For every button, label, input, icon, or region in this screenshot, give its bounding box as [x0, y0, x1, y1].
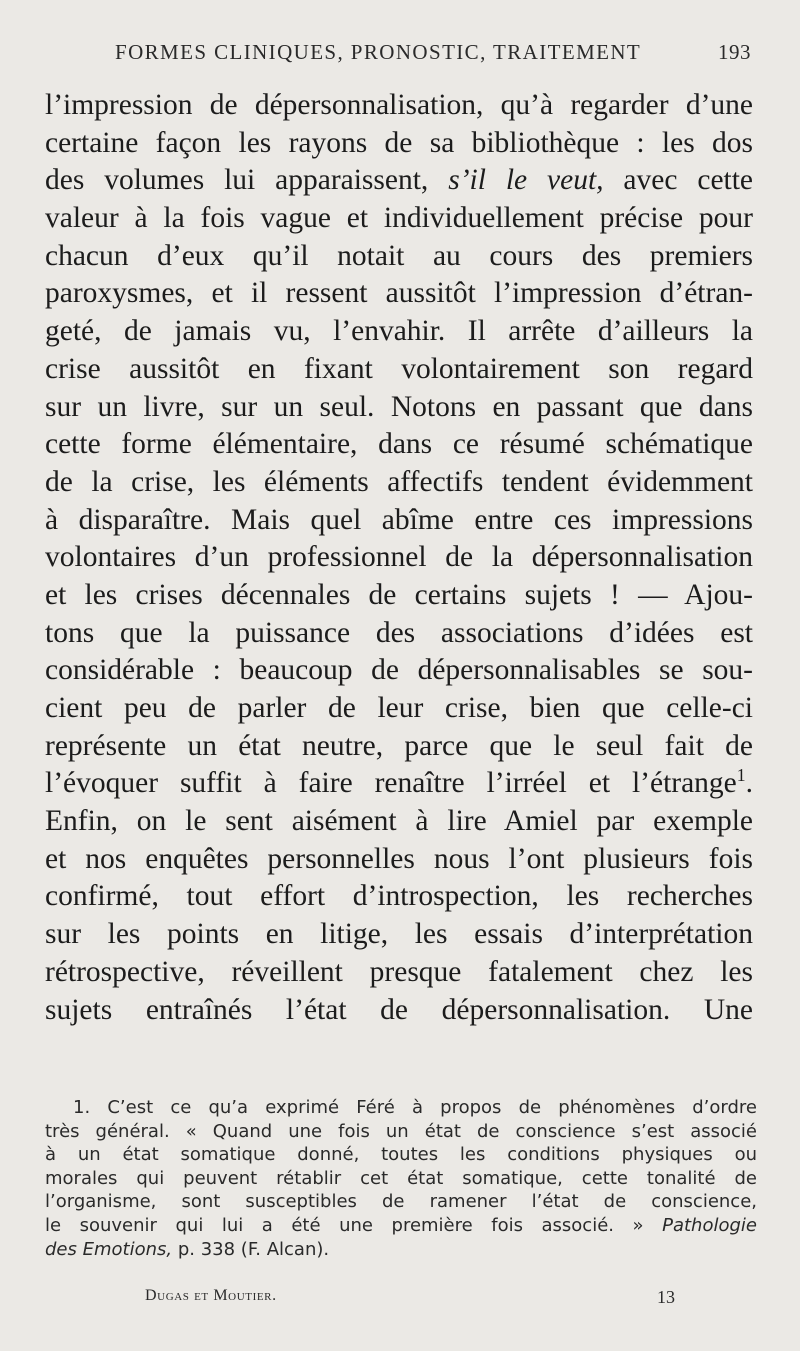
- page-footer: [145, 1287, 675, 1313]
- body-line: considérable : beaucoup de dépersonnalisables se sou-: [45, 654, 753, 687]
- body-line: [45, 765, 753, 803]
- running-title: FORMES CLINIQUES, PRONOSTIC, TRAITEMENT: [115, 40, 642, 64]
- printer-signature: Dugas et Moutier.: [145, 1287, 277, 1304]
- body-line: et les crises décennales de certains sujets ! — Ajou-: [45, 578, 753, 611]
- sheet-number: 13: [657, 1287, 675, 1307]
- footnote-line-text: p. 338 (F. Alcan).: [177, 1238, 330, 1260]
- body-line: confirmé, tout effort d’introspection, les recherches: [45, 880, 753, 913]
- footnote-marker: 1: [736, 765, 746, 786]
- body-line: crise aussitôt en fixant volontairement son regard: [45, 352, 753, 385]
- body-line: l’impression de dépersonnalisation, qu’à regarder d’une: [45, 89, 753, 121]
- body-line-text: des volumes lui apparaissent,: [45, 164, 429, 197]
- body-text: [45, 87, 753, 1029]
- body-line-text: .: [745, 767, 753, 800]
- book-title: des Emotions,: [45, 1238, 173, 1260]
- body-line: sur les points en litige, les essais d’interprétation: [45, 918, 753, 951]
- footnote-line: l’organisme, sont susceptibles de ramener l’état de conscience,: [45, 1191, 757, 1213]
- footnote-line: morales qui peuvent rétablir cet état somatique, cette tonalité de: [45, 1167, 757, 1189]
- body-line: geté, de jamais vu, l’envahir. Il arrête d’ailleurs la: [45, 315, 753, 348]
- italic-phrase: s’il le veut,: [448, 164, 604, 197]
- page-number: 193: [718, 40, 751, 64]
- footnote-line: 1. C’est ce qu’a exprimé Féré à propos de phénomènes d’ordre: [73, 1097, 757, 1118]
- footnote: [45, 1096, 757, 1261]
- body-line: à disparaître. Mais quel abîme entre ces impressions: [45, 503, 753, 536]
- footnote-line-text: le souvenir qui lui a été une première fois associé. »: [45, 1214, 644, 1236]
- running-head: [115, 40, 755, 70]
- body-line: tons que la puissance des associations d’idées est: [45, 616, 753, 649]
- body-line-text: l’évoquer suffit à faire renaître l’irréel et l’étrange: [45, 767, 737, 800]
- footnote-line: très général. « Quand une fois un état de conscience s’est associé: [45, 1120, 757, 1142]
- body-line: [45, 162, 753, 200]
- body-line: Enfin, on le sent aisément à lire Amiel par exemple: [45, 805, 753, 838]
- body-line: valeur à la fois vague et individuellement précise pour: [45, 202, 753, 235]
- body-line: cette forme élémentaire, dans ce résumé schématique: [45, 428, 753, 461]
- body-line: sujets entraînés l’état de dépersonnalisation. Une: [45, 993, 753, 1026]
- body-line: sur un livre, sur un seul. Notons en passant que dans: [45, 390, 753, 423]
- footnote-line: à un état somatique donné, toutes les conditions physiques ou: [45, 1144, 757, 1166]
- body-line: chacun d’eux qu’il notait au cours des premiers: [45, 239, 753, 272]
- footnote-line: [45, 1214, 757, 1238]
- body-line: de la crise, les éléments affectifs tendent évidemment: [45, 465, 753, 498]
- body-line: cient peu de parler de leur crise, bien que celle-ci: [45, 692, 753, 724]
- body-line: volontaires d’un professionnel de la dépersonnalisation: [45, 541, 753, 574]
- body-line: représente un état neutre, parce que le seul fait de: [45, 729, 753, 762]
- body-line: certaine façon les rayons de sa bibliothèque : les dos: [45, 126, 753, 159]
- body-line: rétrospective, réveillent presque fatalement chez les: [45, 955, 753, 988]
- body-line: paroxysmes, et il ressent aussitôt l’impression d’étran-: [45, 277, 753, 310]
- footnote-line: [45, 1238, 757, 1262]
- body-line-text: avec cette: [623, 164, 754, 197]
- body-line: et nos enquêtes personnelles nous l’ont plusieurs fois: [45, 842, 753, 875]
- book-title: Pathologie: [662, 1214, 757, 1236]
